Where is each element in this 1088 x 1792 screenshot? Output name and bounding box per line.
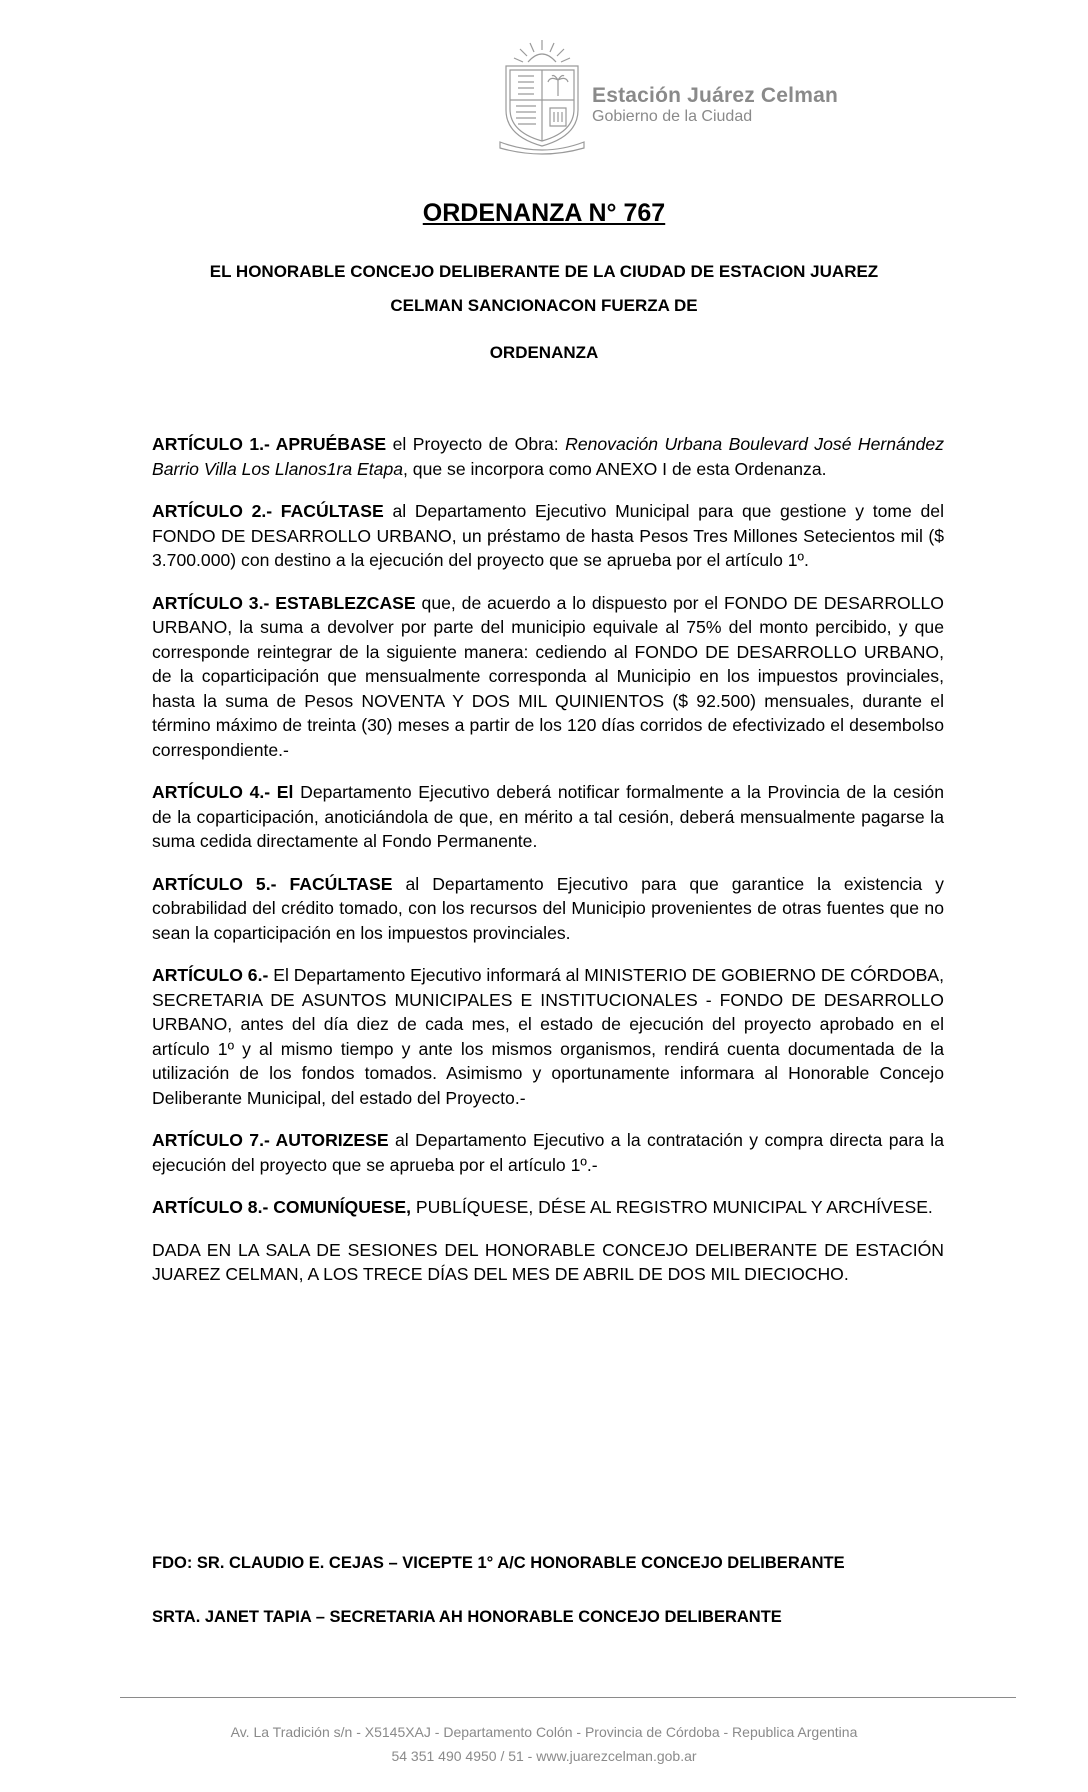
- ordinance-body: [152, 432, 944, 1305]
- article-4: [152, 780, 944, 854]
- project-name: Renovación Urbana Boulevard José Hernández Barrio Villa Los Llanos1ra Etapa: [152, 434, 944, 479]
- footer-address: Av. La Tradición s/n - X5145XAJ - Departamento Colón - Provincia de Córdoba - Republica Argentina: [230, 1724, 858, 1740]
- preamble-line-2: CELMAN SANCIONACON FUERZA DE: [390, 296, 698, 315]
- article-text: el Proyecto de Obra:: [386, 434, 566, 454]
- ordinance-preamble: [120, 255, 968, 323]
- article-lead: ARTÍCULO 2.- FACÚLTASE: [152, 501, 384, 521]
- article-lead: ARTÍCULO 6.-: [152, 965, 269, 985]
- article-7: [152, 1128, 944, 1177]
- article-lead: ARTÍCULO 1.- APRUÉBASE: [152, 434, 387, 454]
- signature-line-1: FDO: SR. CLAUDIO E. CEJAS – VICEPTE 1° A/C HONORABLE CONCEJO DELIBERANTE: [152, 1554, 845, 1572]
- article-5: [152, 872, 944, 946]
- brand-subtitle: Gobierno de la Ciudad: [592, 108, 753, 125]
- article-text: El Departamento Ejecutivo informará al MINISTERIO DE GOBIERNO DE CÓRDOBA, SECRETARIA DE ASUNTOS MUNICIPALES E INSTITUCIONALES - FONDO DE DESARROLLO URBANO, antes del día diez de cada mes, el estado de ejecución del proyecto aprobado en el artículo 1º y al mismo tiempo y ante los mismos organismos, rendirá cuenta documentada de la utilización de los fondos tomados. Asimismo y oportunamente informara al Honorable Concejo Deliberante Municipal, del estado del Proyecto.-: [152, 965, 945, 1108]
- footer-contact: 54 351 490 4950 / 51 - www.juarezcelman.gob.ar: [391, 1748, 697, 1764]
- article-2: [152, 499, 944, 573]
- article-text: al Departamento Ejecutivo a la contratación y compra directa para la ejecución del proyecto que se aprueba por el artículo 1º.-: [152, 1130, 944, 1175]
- article-text: al Departamento Ejecutivo para que garantice la existencia y cobrabilidad del crédito tomado, con los recursos del Municipio provenientes de otras fuentes que no sean la coparticipación en los impuestos provinciales.: [152, 873, 944, 943]
- article-6: [152, 963, 944, 1110]
- ordinance-title: ORDENANZA N° 767: [422, 199, 666, 227]
- article-lead: ARTÍCULO 5.- FACÚLTASE: [152, 873, 393, 894]
- footer-divider: [120, 1697, 1016, 1698]
- enactment-heading: ORDENANZA: [489, 343, 599, 362]
- article-lead: ARTÍCULO 8.- COMUNÍQUESE,: [152, 1197, 412, 1217]
- article-lead: ARTÍCULO 3.- ESTABLEZCASE: [152, 592, 416, 613]
- brand-name: Estación Juárez Celman: [592, 84, 838, 107]
- article-lead: ARTÍCULO 4.- El: [152, 782, 294, 802]
- article-text: que, de acuerdo a lo dispuesto por el FONDO DE DESARROLLO URBANO, la suma a devolver por parte del municipio equivale al 75% del monto percibido, y que corresponde reintegrar de la siguiente manera: cediendo al FONDO DE DESARROLLO URBANO, de la coparticipación que mensualmente corresponda al Municipio en los impuestos provinciales, hasta la suma de Pesos NOVENTA Y DOS MIL QUINIENTOS ($ 92.500) mensuales, durante el término máximo de treinta (30) meses a partir de los 120 días corridos de efectivizado el desembolso correspondiente.-: [152, 592, 944, 760]
- article-text: PUBLÍQUESE, DÉSE AL REGISTRO MUNICIPAL Y ARCHÍVESE.: [411, 1197, 933, 1217]
- article-lead: ARTÍCULO 7.- AUTORIZESE: [152, 1130, 389, 1150]
- article-text: Departamento Ejecutivo deberá notificar formalmente a la Provincia de la cesión de la coparticipación, anoticiándola de que, en mérito a tal cesión, deberá mensualmente pagarse la suma cedida directamente al Fondo Permanente.: [152, 782, 944, 851]
- article-8: [152, 1195, 944, 1220]
- signature-line-2: SRTA. JANET TAPIA – SECRETARIA AH HONORABLE CONCEJO DELIBERANTE: [152, 1608, 782, 1626]
- article-3: [152, 591, 944, 763]
- closing-statement: DADA EN LA SALA DE SESIONES DEL HONORABLE CONCEJO DELIBERANTE DE ESTACIÓN JUAREZ CELMAN, A LOS TRECE DÍAS DEL MES DE ABRIL DE DOS MIL DIECIOCHO.: [152, 1239, 944, 1284]
- municipal-seal-logo: [492, 38, 592, 156]
- preamble-line-1: EL HONORABLE CONCEJO DELIBERANTE DE LA CIUDAD DE ESTACION JUAREZ: [209, 262, 879, 281]
- article-text: al Departamento Ejecutivo Municipal para que gestione y tome del FONDO DE DESARROLLO URBANO, un préstamo de hasta Pesos Tres Millones Setecientos mil ($ 3.700.000) con destino a la ejecución del proyecto que se aprueba por el artículo 1º.: [152, 501, 944, 570]
- article-text: , que se incorpora como ANEXO I de esta Ordenanza.: [403, 458, 827, 479]
- article-1: [152, 432, 944, 481]
- brand-block: [592, 84, 838, 126]
